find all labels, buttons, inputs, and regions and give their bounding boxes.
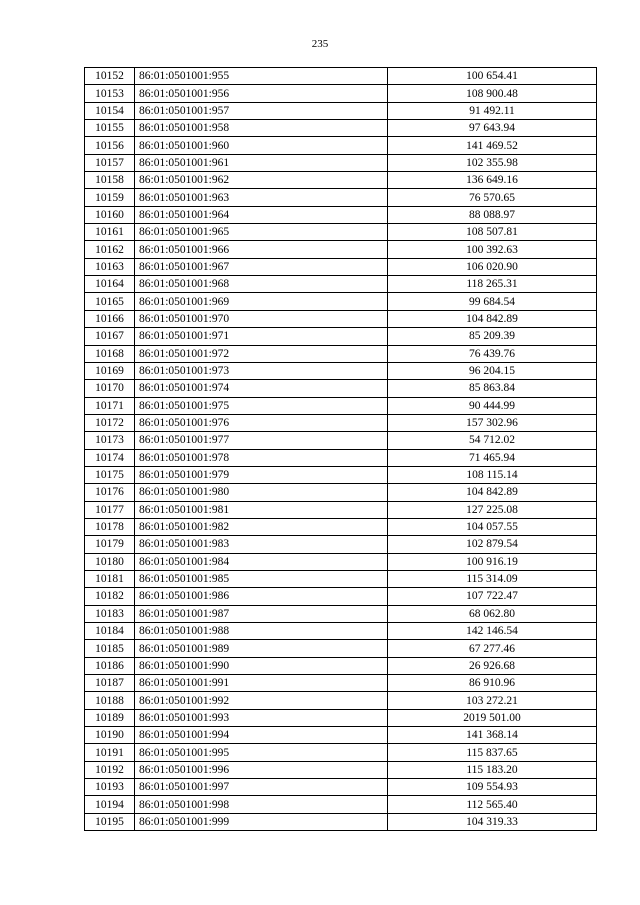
table-row bbox=[85, 761, 597, 778]
value-cell: 2019 501.00 bbox=[388, 709, 597, 726]
table-row bbox=[85, 466, 597, 483]
value-cell: 136 649.16 bbox=[388, 172, 597, 189]
cadastral-number-cell: 86:01:0501001:964 bbox=[135, 206, 388, 223]
row-number-cell: 10164 bbox=[85, 276, 135, 293]
cadastral-number-cell: 86:01:0501001:981 bbox=[135, 501, 388, 518]
cadastral-number-cell: 86:01:0501001:962 bbox=[135, 172, 388, 189]
row-number-cell: 10161 bbox=[85, 224, 135, 241]
table-row bbox=[85, 796, 597, 813]
table-body bbox=[85, 68, 597, 831]
cadastral-number-cell: 86:01:0501001:988 bbox=[135, 623, 388, 640]
cadastral-number-cell: 86:01:0501001:987 bbox=[135, 605, 388, 622]
row-number-cell: 10195 bbox=[85, 813, 135, 830]
table-row bbox=[85, 518, 597, 535]
value-cell: 76 570.65 bbox=[388, 189, 597, 206]
row-number-cell: 10181 bbox=[85, 570, 135, 587]
cadastral-number-cell: 86:01:0501001:957 bbox=[135, 102, 388, 119]
cadastral-number-cell: 86:01:0501001:975 bbox=[135, 397, 388, 414]
row-number-cell: 10160 bbox=[85, 206, 135, 223]
table-row bbox=[85, 172, 597, 189]
value-cell: 86 910.96 bbox=[388, 675, 597, 692]
table-row bbox=[85, 727, 597, 744]
table-row bbox=[85, 276, 597, 293]
row-number-cell: 10170 bbox=[85, 380, 135, 397]
row-number-cell: 10183 bbox=[85, 605, 135, 622]
row-number-cell: 10172 bbox=[85, 414, 135, 431]
table-row bbox=[85, 68, 597, 85]
value-cell: 68 062.80 bbox=[388, 605, 597, 622]
cadastral-number-cell: 86:01:0501001:993 bbox=[135, 709, 388, 726]
cadastral-number-cell: 86:01:0501001:984 bbox=[135, 553, 388, 570]
value-cell: 108 900.48 bbox=[388, 85, 597, 102]
cadastral-number-cell: 86:01:0501001:979 bbox=[135, 466, 388, 483]
row-number-cell: 10173 bbox=[85, 432, 135, 449]
value-cell: 100 654.41 bbox=[388, 68, 597, 85]
table-row bbox=[85, 536, 597, 553]
cadastral-number-cell: 86:01:0501001:974 bbox=[135, 380, 388, 397]
value-cell: 85 863.84 bbox=[388, 380, 597, 397]
value-cell: 157 302.96 bbox=[388, 414, 597, 431]
table-row bbox=[85, 224, 597, 241]
row-number-cell: 10193 bbox=[85, 779, 135, 796]
row-number-cell: 10153 bbox=[85, 85, 135, 102]
table-row bbox=[85, 414, 597, 431]
row-number-cell: 10188 bbox=[85, 692, 135, 709]
table-row bbox=[85, 709, 597, 726]
value-cell: 127 225.08 bbox=[388, 501, 597, 518]
value-cell: 99 684.54 bbox=[388, 293, 597, 310]
value-cell: 102 355.98 bbox=[388, 154, 597, 171]
cadastral-number-cell: 86:01:0501001:963 bbox=[135, 189, 388, 206]
page-number: 235 bbox=[311, 38, 329, 50]
cadastral-number-cell: 86:01:0501001:967 bbox=[135, 258, 388, 275]
table-row bbox=[85, 432, 597, 449]
row-number-cell: 10154 bbox=[85, 102, 135, 119]
row-number-cell: 10156 bbox=[85, 137, 135, 154]
value-cell: 104 319.33 bbox=[388, 813, 597, 830]
table-row bbox=[85, 623, 597, 640]
cadastral-number-cell: 86:01:0501001:980 bbox=[135, 484, 388, 501]
row-number-cell: 10163 bbox=[85, 258, 135, 275]
value-cell: 96 204.15 bbox=[388, 362, 597, 379]
table-row bbox=[85, 102, 597, 119]
cadastral-number-cell: 86:01:0501001:971 bbox=[135, 328, 388, 345]
cadastral-number-cell: 86:01:0501001:955 bbox=[135, 68, 388, 85]
row-number-cell: 10166 bbox=[85, 310, 135, 327]
value-cell: 67 277.46 bbox=[388, 640, 597, 657]
cadastral-number-cell: 86:01:0501001:977 bbox=[135, 432, 388, 449]
cadastral-number-cell: 86:01:0501001:982 bbox=[135, 518, 388, 535]
value-cell: 102 879.54 bbox=[388, 536, 597, 553]
table-row bbox=[85, 640, 597, 657]
table-row bbox=[85, 744, 597, 761]
cadastral-number-cell: 86:01:0501001:965 bbox=[135, 224, 388, 241]
table-row bbox=[85, 241, 597, 258]
row-number-cell: 10176 bbox=[85, 484, 135, 501]
value-cell: 115 314.09 bbox=[388, 570, 597, 587]
table-row bbox=[85, 813, 597, 830]
value-cell: 104 842.89 bbox=[388, 310, 597, 327]
row-number-cell: 10162 bbox=[85, 241, 135, 258]
value-cell: 108 115.14 bbox=[388, 466, 597, 483]
row-number-cell: 10152 bbox=[85, 68, 135, 85]
row-number-cell: 10180 bbox=[85, 553, 135, 570]
table-row bbox=[85, 657, 597, 674]
row-number-cell: 10165 bbox=[85, 293, 135, 310]
value-cell: 107 722.47 bbox=[388, 588, 597, 605]
table-row bbox=[85, 189, 597, 206]
row-number-cell: 10189 bbox=[85, 709, 135, 726]
table-row bbox=[85, 293, 597, 310]
cadastral-number-cell: 86:01:0501001:992 bbox=[135, 692, 388, 709]
cadastral-number-cell: 86:01:0501001:973 bbox=[135, 362, 388, 379]
cadastral-number-cell: 86:01:0501001:996 bbox=[135, 761, 388, 778]
table-row bbox=[85, 154, 597, 171]
row-number-cell: 10171 bbox=[85, 397, 135, 414]
table-row bbox=[85, 570, 597, 587]
row-number-cell: 10185 bbox=[85, 640, 135, 657]
row-number-cell: 10168 bbox=[85, 345, 135, 362]
value-cell: 90 444.99 bbox=[388, 397, 597, 414]
value-cell: 104 057.55 bbox=[388, 518, 597, 535]
table-row bbox=[85, 501, 597, 518]
row-number-cell: 10190 bbox=[85, 727, 135, 744]
row-number-cell: 10174 bbox=[85, 449, 135, 466]
value-cell: 100 916.19 bbox=[388, 553, 597, 570]
cadastral-number-cell: 86:01:0501001:994 bbox=[135, 727, 388, 744]
cadastral-number-cell: 86:01:0501001:961 bbox=[135, 154, 388, 171]
table-row bbox=[85, 605, 597, 622]
cadastral-number-cell: 86:01:0501001:989 bbox=[135, 640, 388, 657]
row-number-cell: 10178 bbox=[85, 518, 135, 535]
table-row bbox=[85, 120, 597, 137]
cadastral-number-cell: 86:01:0501001:985 bbox=[135, 570, 388, 587]
table-row bbox=[85, 328, 597, 345]
value-cell: 106 020.90 bbox=[388, 258, 597, 275]
row-number-cell: 10187 bbox=[85, 675, 135, 692]
value-cell: 88 088.97 bbox=[388, 206, 597, 223]
value-cell: 97 643.94 bbox=[388, 120, 597, 137]
table-row bbox=[85, 779, 597, 796]
cadastral-number-cell: 86:01:0501001:998 bbox=[135, 796, 388, 813]
cadastral-number-cell: 86:01:0501001:990 bbox=[135, 657, 388, 674]
table-row bbox=[85, 380, 597, 397]
row-number-cell: 10167 bbox=[85, 328, 135, 345]
cadastral-number-cell: 86:01:0501001:956 bbox=[135, 85, 388, 102]
cadastral-number-cell: 86:01:0501001:972 bbox=[135, 345, 388, 362]
value-cell: 104 842.89 bbox=[388, 484, 597, 501]
table-row bbox=[85, 692, 597, 709]
value-cell: 141 469.52 bbox=[388, 137, 597, 154]
cadastral-number-cell: 86:01:0501001:960 bbox=[135, 137, 388, 154]
parcel-table bbox=[84, 67, 597, 831]
row-number-cell: 10159 bbox=[85, 189, 135, 206]
table-row bbox=[85, 206, 597, 223]
cadastral-number-cell: 86:01:0501001:978 bbox=[135, 449, 388, 466]
table-row bbox=[85, 553, 597, 570]
table-row bbox=[85, 484, 597, 501]
row-number-cell: 10175 bbox=[85, 466, 135, 483]
table-row bbox=[85, 449, 597, 466]
table-row bbox=[85, 362, 597, 379]
table-row bbox=[85, 345, 597, 362]
table-row bbox=[85, 588, 597, 605]
row-number-cell: 10186 bbox=[85, 657, 135, 674]
value-cell: 115 837.65 bbox=[388, 744, 597, 761]
row-number-cell: 10191 bbox=[85, 744, 135, 761]
table-row bbox=[85, 397, 597, 414]
cadastral-number-cell: 86:01:0501001:986 bbox=[135, 588, 388, 605]
cadastral-number-cell: 86:01:0501001:969 bbox=[135, 293, 388, 310]
cadastral-number-cell: 86:01:0501001:976 bbox=[135, 414, 388, 431]
cadastral-number-cell: 86:01:0501001:991 bbox=[135, 675, 388, 692]
value-cell: 108 507.81 bbox=[388, 224, 597, 241]
value-cell: 115 183.20 bbox=[388, 761, 597, 778]
row-number-cell: 10182 bbox=[85, 588, 135, 605]
row-number-cell: 10169 bbox=[85, 362, 135, 379]
row-number-cell: 10158 bbox=[85, 172, 135, 189]
value-cell: 142 146.54 bbox=[388, 623, 597, 640]
value-cell: 71 465.94 bbox=[388, 449, 597, 466]
table-row bbox=[85, 675, 597, 692]
value-cell: 112 565.40 bbox=[388, 796, 597, 813]
cadastral-number-cell: 86:01:0501001:970 bbox=[135, 310, 388, 327]
value-cell: 54 712.02 bbox=[388, 432, 597, 449]
value-cell: 26 926.68 bbox=[388, 657, 597, 674]
cadastral-number-cell: 86:01:0501001:997 bbox=[135, 779, 388, 796]
cadastral-number-cell: 86:01:0501001:995 bbox=[135, 744, 388, 761]
row-number-cell: 10184 bbox=[85, 623, 135, 640]
value-cell: 141 368.14 bbox=[388, 727, 597, 744]
cadastral-number-cell: 86:01:0501001:958 bbox=[135, 120, 388, 137]
value-cell: 91 492.11 bbox=[388, 102, 597, 119]
value-cell: 100 392.63 bbox=[388, 241, 597, 258]
row-number-cell: 10155 bbox=[85, 120, 135, 137]
value-cell: 85 209.39 bbox=[388, 328, 597, 345]
row-number-cell: 10177 bbox=[85, 501, 135, 518]
cadastral-number-cell: 86:01:0501001:983 bbox=[135, 536, 388, 553]
row-number-cell: 10179 bbox=[85, 536, 135, 553]
table-row bbox=[85, 258, 597, 275]
row-number-cell: 10194 bbox=[85, 796, 135, 813]
cadastral-number-cell: 86:01:0501001:968 bbox=[135, 276, 388, 293]
table-row bbox=[85, 85, 597, 102]
value-cell: 103 272.21 bbox=[388, 692, 597, 709]
cadastral-number-cell: 86:01:0501001:966 bbox=[135, 241, 388, 258]
table-row bbox=[85, 310, 597, 327]
value-cell: 118 265.31 bbox=[388, 276, 597, 293]
value-cell: 76 439.76 bbox=[388, 345, 597, 362]
row-number-cell: 10192 bbox=[85, 761, 135, 778]
value-cell: 109 554.93 bbox=[388, 779, 597, 796]
row-number-cell: 10157 bbox=[85, 154, 135, 171]
table-row bbox=[85, 137, 597, 154]
cadastral-number-cell: 86:01:0501001:999 bbox=[135, 813, 388, 830]
